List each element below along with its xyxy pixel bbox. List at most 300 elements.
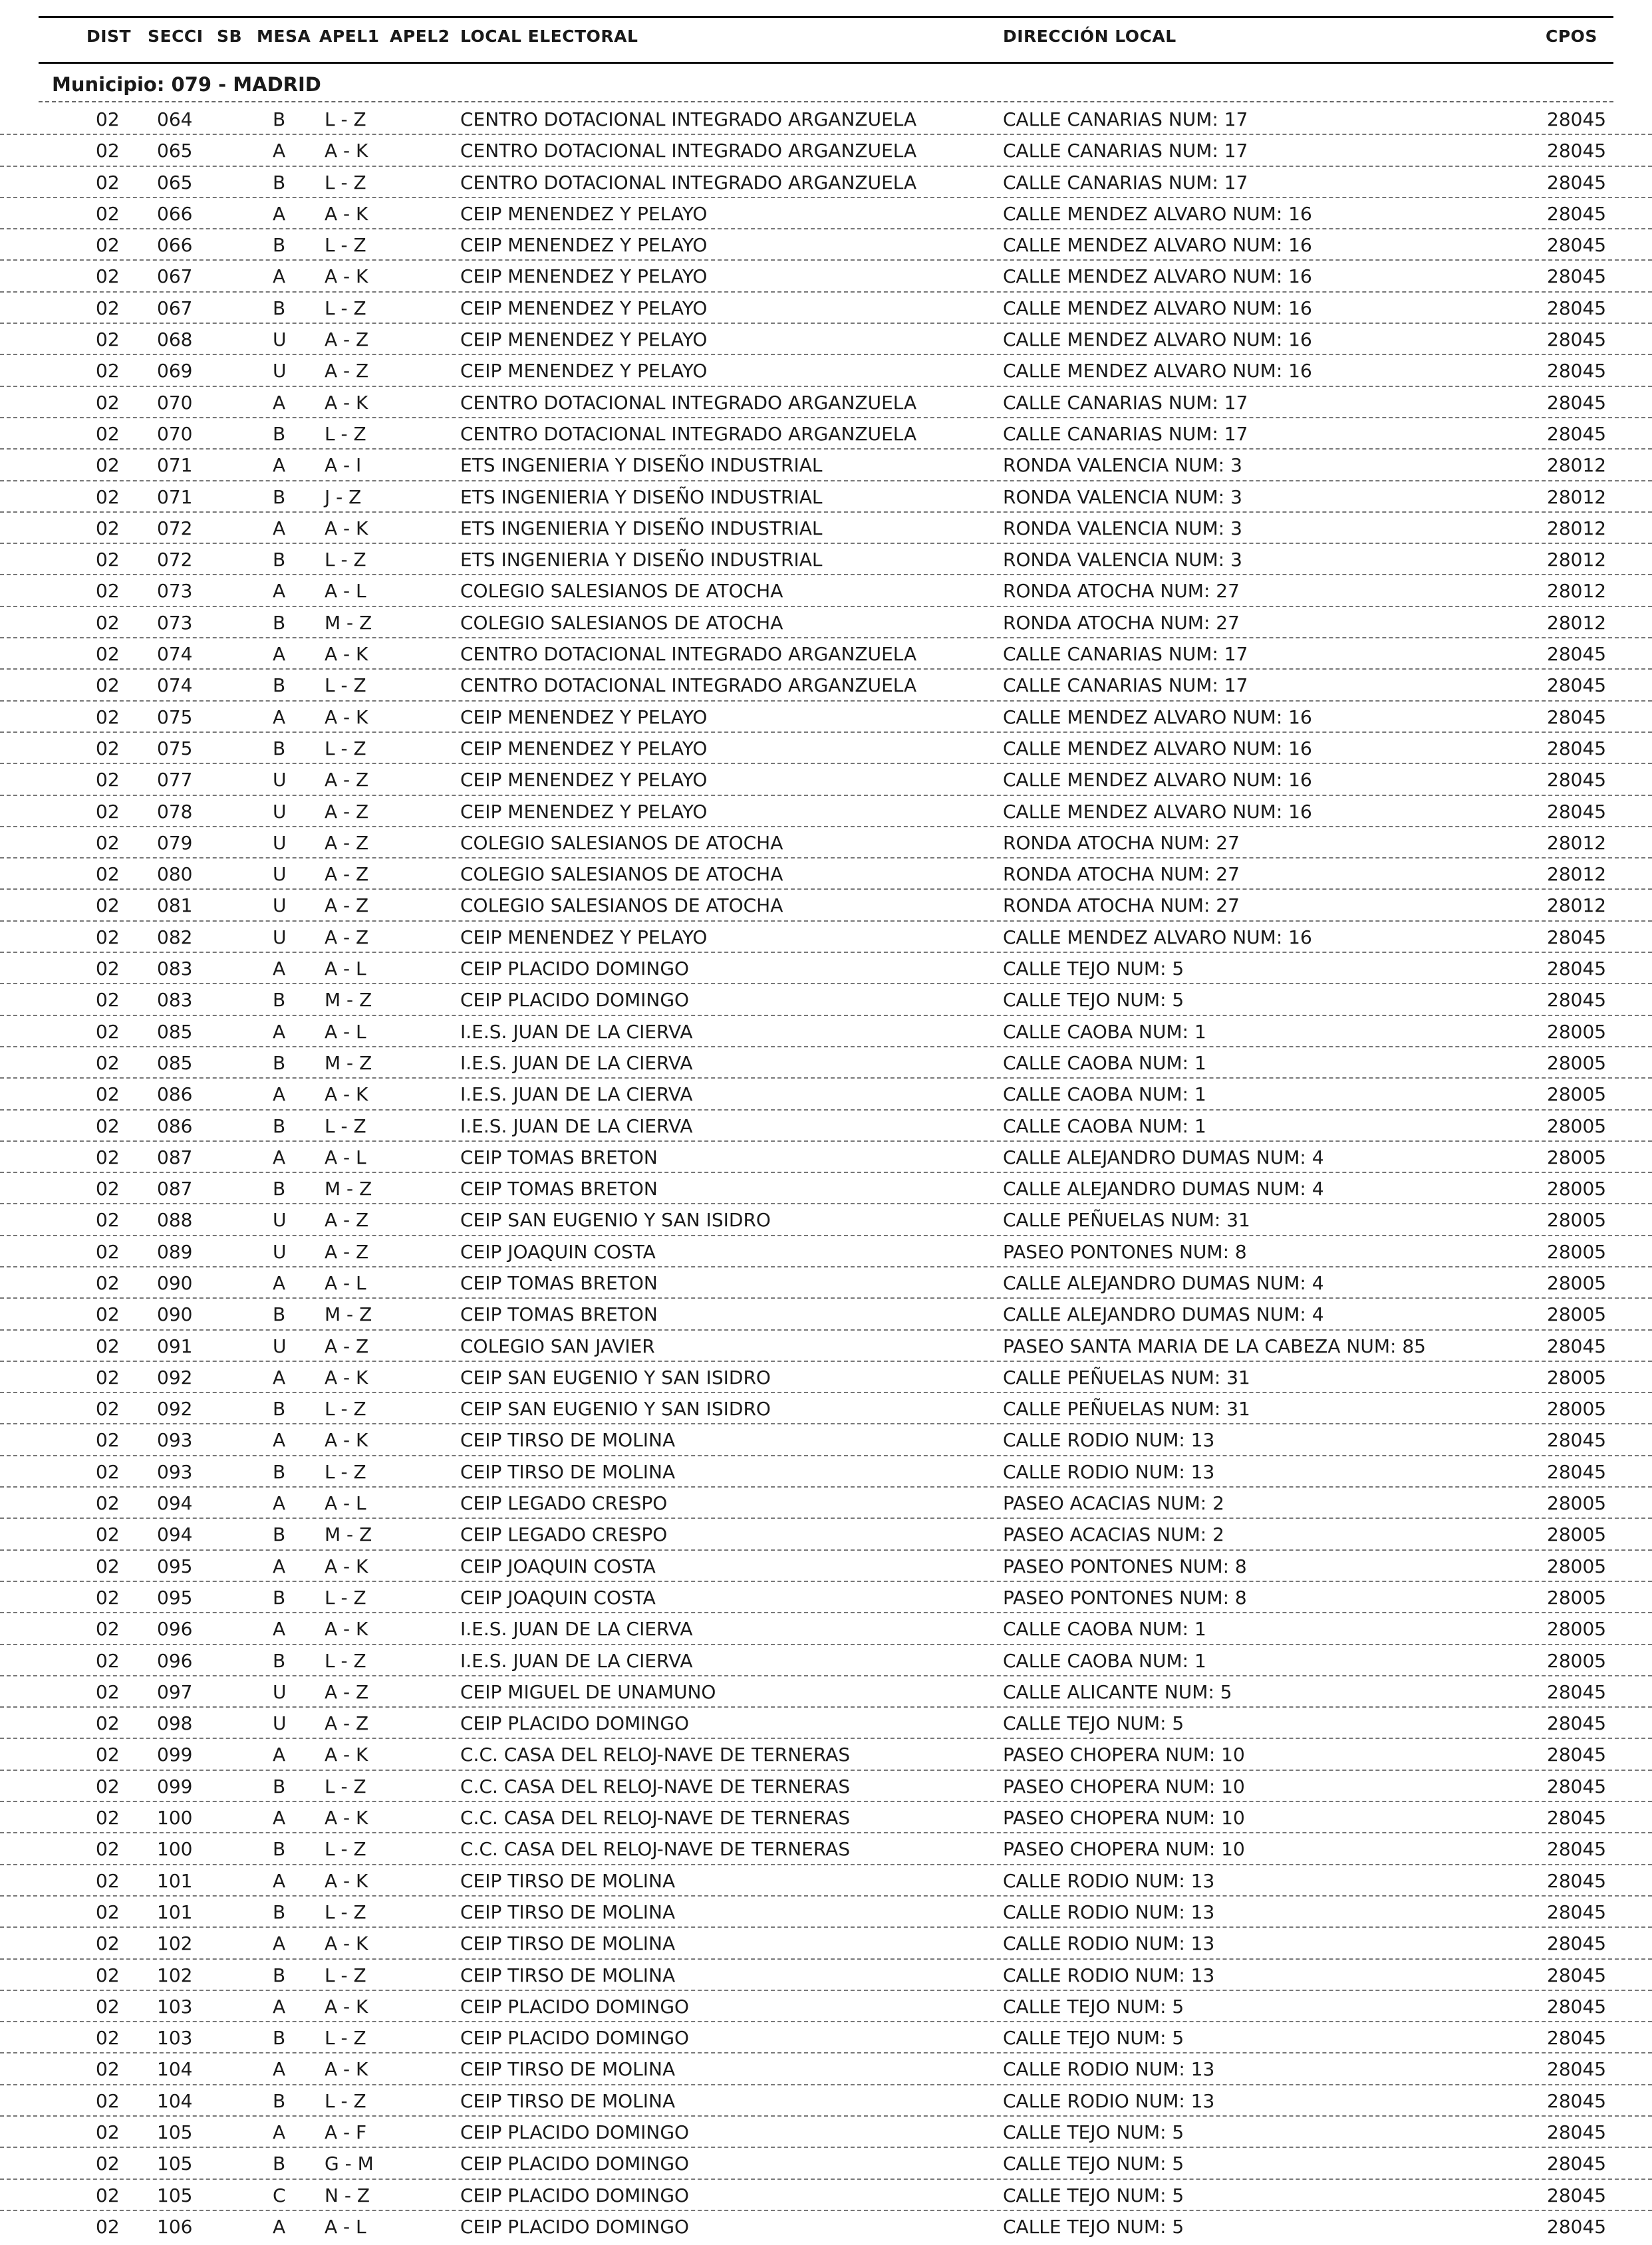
cpos-cell: 28045 (1547, 1680, 1607, 1703)
apel-range-cell: A - K (325, 1555, 368, 1577)
dist-cell: 02 (96, 2121, 120, 2143)
local-electoral-cell: CEIP TIRSO DE MOLINA (460, 1460, 676, 1483)
dist-cell: 02 (96, 1680, 120, 1703)
secci-cell: 074 (157, 643, 193, 666)
apel-range-cell: A - K (325, 140, 368, 162)
direccion-cell: CALLE TEJO NUM: 5 (1003, 989, 1184, 1011)
header-mesa: MESA (257, 27, 311, 46)
secci-cell: 098 (157, 1712, 193, 1735)
apel-range-cell: A - Z (325, 1712, 369, 1735)
cpos-cell: 28045 (1547, 674, 1607, 697)
dist-cell: 02 (96, 2215, 120, 2238)
secci-cell: 099 (157, 1744, 193, 1766)
secci-cell: 066 (157, 234, 193, 257)
mesa-cell: B (273, 1775, 286, 1797)
secci-cell: 097 (157, 1680, 193, 1703)
apel-range-cell: L - Z (325, 108, 366, 130)
local-electoral-cell: COLEGIO SALESIANOS DE ATOCHA (460, 863, 783, 886)
apel-range-cell: A - K (325, 1807, 368, 1829)
secci-cell: 101 (157, 1869, 193, 1892)
table-row (0, 135, 1652, 166)
direccion-cell: RONDA ATOCHA NUM: 27 (1003, 580, 1240, 602)
direccion-cell: CALLE CANARIAS NUM: 17 (1003, 391, 1248, 414)
dist-cell: 02 (96, 2089, 120, 2112)
mesa-cell: A (273, 1807, 286, 1829)
table-row (0, 1079, 1652, 1110)
mesa-cell: B (273, 2153, 286, 2175)
apel-range-cell: A - K (325, 1429, 368, 1452)
apel-range-cell: L - Z (325, 737, 366, 759)
direccion-cell: CALLE MENDEZ ALVARO NUM: 16 (1003, 329, 1312, 351)
cpos-cell: 28045 (1547, 329, 1607, 351)
apel-range-cell: A - L (325, 580, 366, 602)
apel-range-cell: A - L (325, 1146, 366, 1168)
cpos-cell: 28045 (1547, 1460, 1607, 1483)
secci-cell: 105 (157, 2153, 193, 2175)
local-electoral-cell: C.C. CASA DEL RELOJ-NAVE DE TERNERAS (460, 1775, 851, 1797)
apel-range-cell: L - Z (325, 422, 366, 445)
apel-range-cell: A - K (325, 517, 368, 539)
apel-range-cell: A - Z (325, 360, 369, 382)
secci-cell: 073 (157, 580, 193, 602)
local-electoral-cell: CEIP PLACIDO DOMINGO (460, 2215, 690, 2238)
dist-cell: 02 (96, 737, 120, 759)
direccion-cell: CALLE ALEJANDRO DUMAS NUM: 4 (1003, 1303, 1324, 1326)
local-electoral-cell: C.C. CASA DEL RELOJ-NAVE DE TERNERAS (460, 1807, 851, 1829)
cpos-cell: 28045 (1547, 2121, 1607, 2143)
dist-cell: 02 (96, 1869, 120, 1892)
apel-range-cell: A - K (325, 2058, 368, 2081)
table-row (0, 198, 1652, 229)
mesa-cell: A (273, 1271, 286, 1294)
mesa-cell: A (273, 1618, 286, 1641)
dist-cell: 02 (96, 1744, 120, 1766)
local-electoral-cell: CEIP MIGUEL DE UNAMUNO (460, 1680, 716, 1703)
local-electoral-cell: CEIP SAN EUGENIO Y SAN ISIDRO (460, 1209, 771, 1232)
dist-cell: 02 (96, 769, 120, 791)
apel-range-cell: N - Z (325, 2184, 370, 2206)
local-electoral-cell: CEIP TOMAS BRETON (460, 1146, 658, 1168)
mesa-cell: A (273, 140, 286, 162)
cpos-cell: 28045 (1547, 391, 1607, 414)
apel-range-cell: L - Z (325, 1460, 366, 1483)
mesa-cell: U (273, 360, 287, 382)
mesa-cell: A (273, 1555, 286, 1577)
direccion-cell: CALLE RODIO NUM: 13 (1003, 2089, 1215, 2112)
apel-range-cell: A - K (325, 1083, 368, 1106)
dist-cell: 02 (96, 1303, 120, 1326)
local-electoral-cell: CEIP PLACIDO DOMINGO (460, 958, 690, 980)
secci-cell: 072 (157, 517, 193, 539)
direccion-cell: CALLE CANARIAS NUM: 17 (1003, 422, 1248, 445)
local-electoral-cell: CEIP TOMAS BRETON (460, 1303, 658, 1326)
cpos-cell: 28045 (1547, 1964, 1607, 1986)
mesa-cell: A (273, 1932, 286, 1955)
header-bottom-rule (39, 62, 1613, 64)
mesa-cell: A (273, 1995, 286, 2018)
local-electoral-cell: CEIP LEGADO CRESPO (460, 1523, 668, 1546)
dist-cell: 02 (96, 1555, 120, 1577)
secci-cell: 070 (157, 391, 193, 414)
secci-cell: 093 (157, 1460, 193, 1483)
apel-range-cell: A - Z (325, 1680, 369, 1703)
dist-cell: 02 (96, 1366, 120, 1388)
direccion-cell: CALLE MENDEZ ALVARO NUM: 16 (1003, 202, 1312, 225)
cpos-cell: 28045 (1547, 265, 1607, 288)
direccion-cell: CALLE CAOBA NUM: 1 (1003, 1083, 1206, 1106)
apel-range-cell: A - L (325, 2215, 366, 2238)
table-row (0, 2117, 1652, 2148)
dist-cell: 02 (96, 1523, 120, 1546)
secci-cell: 095 (157, 1586, 193, 1609)
apel-range-cell: A - Z (325, 863, 369, 886)
mesa-cell: U (273, 831, 287, 854)
table-row (0, 261, 1652, 292)
apel-range-cell: A - L (325, 1020, 366, 1043)
dist-cell: 02 (96, 643, 120, 666)
apel-range-cell: L - Z (325, 2027, 366, 2049)
dist-cell: 02 (96, 958, 120, 980)
direccion-cell: CALLE MENDEZ ALVARO NUM: 16 (1003, 800, 1312, 823)
dist-cell: 02 (96, 140, 120, 162)
cpos-cell: 28045 (1547, 1995, 1607, 2018)
mesa-cell: B (273, 1586, 286, 1609)
dist-cell: 02 (96, 674, 120, 697)
direccion-cell: RONDA ATOCHA NUM: 27 (1003, 894, 1240, 917)
dist-cell: 02 (96, 1178, 120, 1200)
mesa-cell: A (273, 1869, 286, 1892)
dist-cell: 02 (96, 1901, 120, 1923)
local-electoral-cell: COLEGIO SALESIANOS DE ATOCHA (460, 831, 783, 854)
apel-range-cell: A - K (325, 265, 368, 288)
table-row (0, 1582, 1652, 1613)
cpos-cell: 28005 (1547, 1303, 1607, 1326)
table-row (0, 1016, 1652, 1047)
secci-cell: 099 (157, 1775, 193, 1797)
cpos-cell: 28045 (1547, 234, 1607, 257)
secci-cell: 066 (157, 202, 193, 225)
secci-cell: 085 (157, 1020, 193, 1043)
dist-cell: 02 (96, 831, 120, 854)
dist-cell: 02 (96, 1932, 120, 1955)
secci-cell: 102 (157, 1964, 193, 1986)
local-electoral-cell: C.C. CASA DEL RELOJ-NAVE DE TERNERAS (460, 1744, 851, 1766)
dist-cell: 02 (96, 391, 120, 414)
mesa-cell: B (273, 1178, 286, 1200)
local-electoral-cell: CEIP MENENDEZ Y PELAYO (460, 737, 708, 759)
mesa-cell: A (273, 202, 286, 225)
table-row (0, 1204, 1652, 1236)
secci-cell: 070 (157, 422, 193, 445)
mesa-cell: B (273, 1901, 286, 1923)
direccion-cell: PASEO ACACIAS NUM: 2 (1003, 1523, 1224, 1546)
cpos-cell: 28045 (1547, 737, 1607, 759)
mesa-cell: B (273, 422, 286, 445)
mesa-cell: B (273, 1523, 286, 1546)
dist-cell: 02 (96, 1586, 120, 1609)
apel-range-cell: L - Z (325, 297, 366, 319)
direccion-cell: PASEO CHOPERA NUM: 10 (1003, 1744, 1245, 1766)
apel-range-cell: L - Z (325, 549, 366, 571)
dist-cell: 02 (96, 1807, 120, 1829)
secci-cell: 103 (157, 1995, 193, 2018)
dist-cell: 02 (96, 2153, 120, 2175)
direccion-cell: CALLE TEJO NUM: 5 (1003, 1995, 1184, 2018)
cpos-cell: 28045 (1547, 926, 1607, 948)
dist-cell: 02 (96, 297, 120, 319)
local-electoral-cell: CEIP JOAQUIN COSTA (460, 1586, 656, 1609)
local-electoral-cell: C.C. CASA DEL RELOJ-NAVE DE TERNERAS (460, 1838, 851, 1861)
apel-range-cell: L - Z (325, 1775, 366, 1797)
direccion-cell: PASEO CHOPERA NUM: 10 (1003, 1807, 1245, 1829)
dist-cell: 02 (96, 1964, 120, 1986)
cpos-cell: 28045 (1547, 108, 1607, 130)
secci-cell: 078 (157, 800, 193, 823)
direccion-cell: PASEO PONTONES NUM: 8 (1003, 1586, 1247, 1609)
local-electoral-cell: CENTRO DOTACIONAL INTEGRADO ARGANZUELA (460, 422, 917, 445)
direccion-cell: RONDA VALENCIA NUM: 3 (1003, 549, 1242, 571)
table-row (0, 167, 1652, 198)
mesa-cell: B (273, 549, 286, 571)
secci-cell: 065 (157, 171, 193, 194)
secci-cell: 086 (157, 1115, 193, 1137)
mesa-cell: B (273, 2089, 286, 2112)
direccion-cell: CALLE MENDEZ ALVARO NUM: 16 (1003, 926, 1312, 948)
cpos-cell: 28045 (1547, 1744, 1607, 1766)
table-row (0, 544, 1652, 575)
mesa-cell: A (273, 1744, 286, 1766)
municipio-heading: Municipio: 079 - MADRID (52, 73, 321, 96)
cpos-cell: 28005 (1547, 1523, 1607, 1546)
table-row (0, 2211, 1652, 2242)
cpos-cell: 28012 (1547, 454, 1607, 477)
table-row (0, 1833, 1652, 1865)
mesa-cell: B (273, 2027, 286, 2049)
table-row (0, 1645, 1652, 1676)
apel-range-cell: L - Z (325, 171, 366, 194)
apel-range-cell: L - Z (325, 1115, 366, 1137)
cpos-cell: 28005 (1547, 1178, 1607, 1200)
mesa-cell: A (273, 391, 286, 414)
mesa-cell: B (273, 1964, 286, 1986)
direccion-cell: CALLE CAOBA NUM: 1 (1003, 1618, 1206, 1641)
local-electoral-cell: CEIP TIRSO DE MOLINA (460, 2089, 676, 2112)
cpos-cell: 28045 (1547, 2089, 1607, 2112)
table-row (0, 418, 1652, 450)
local-electoral-cell: CEIP MENENDEZ Y PELAYO (460, 297, 708, 319)
local-electoral-cell: CEIP PLACIDO DOMINGO (460, 2184, 690, 2206)
table-row (0, 324, 1652, 355)
cpos-cell: 28045 (1547, 297, 1607, 319)
local-electoral-cell: CEIP MENENDEZ Y PELAYO (460, 926, 708, 948)
dist-cell: 02 (96, 1649, 120, 1672)
local-electoral-cell: CEIP TIRSO DE MOLINA (460, 1901, 676, 1923)
dist-cell: 02 (96, 2058, 120, 2081)
direccion-cell: CALLE RODIO NUM: 13 (1003, 1869, 1215, 1892)
cpos-cell: 28045 (1547, 989, 1607, 1011)
apel-range-cell: A - Z (325, 894, 369, 917)
direccion-cell: CALLE CANARIAS NUM: 17 (1003, 108, 1248, 130)
table-row (0, 953, 1652, 984)
table-row (0, 670, 1652, 701)
secci-cell: 086 (157, 1083, 193, 1106)
direccion-cell: CALLE CAOBA NUM: 1 (1003, 1020, 1206, 1043)
mesa-cell: A (273, 1366, 286, 1388)
local-electoral-cell: CENTRO DOTACIONAL INTEGRADO ARGANZUELA (460, 140, 917, 162)
table-row (0, 1142, 1652, 1173)
dist-cell: 02 (96, 580, 120, 602)
mesa-cell: A (273, 265, 286, 288)
local-electoral-cell: CEIP JOAQUIN COSTA (460, 1240, 656, 1263)
local-electoral-cell: CEIP JOAQUIN COSTA (460, 1555, 656, 1577)
secci-cell: 065 (157, 140, 193, 162)
mesa-cell: B (273, 1649, 286, 1672)
cpos-cell: 28005 (1547, 1398, 1607, 1420)
header-apel1: APEL1 (319, 27, 380, 46)
apel-range-cell: A - K (325, 1744, 368, 1766)
apel-range-cell: A - Z (325, 1335, 369, 1357)
table-row (0, 2085, 1652, 2117)
mesa-cell: U (273, 769, 287, 791)
local-electoral-cell: ETS INGENIERIA Y DISEÑO INDUSTRIAL (460, 549, 823, 571)
apel-range-cell: A - F (325, 2121, 367, 2143)
dist-cell: 02 (96, 1083, 120, 1106)
local-electoral-cell: CEIP PLACIDO DOMINGO (460, 1995, 690, 2018)
dist-cell: 02 (96, 1271, 120, 1294)
local-electoral-cell: CEIP MENENDEZ Y PELAYO (460, 234, 708, 257)
apel-range-cell: A - L (325, 1492, 366, 1515)
secci-cell: 092 (157, 1398, 193, 1420)
apel-range-cell: M - Z (325, 989, 372, 1011)
table-row (0, 1739, 1652, 1770)
local-electoral-cell: CEIP LEGADO CRESPO (460, 1492, 668, 1515)
secci-cell: 095 (157, 1555, 193, 1577)
local-electoral-cell: CEIP TOMAS BRETON (460, 1271, 658, 1294)
table-row (0, 890, 1652, 921)
cpos-cell: 28012 (1547, 863, 1607, 886)
local-electoral-cell: COLEGIO SALESIANOS DE ATOCHA (460, 894, 783, 917)
secci-cell: 100 (157, 1838, 193, 1861)
secci-cell: 083 (157, 989, 193, 1011)
direccion-cell: CALLE RODIO NUM: 13 (1003, 1932, 1215, 1955)
mesa-cell: U (273, 1712, 287, 1735)
cpos-cell: 28005 (1547, 1492, 1607, 1515)
local-electoral-cell: CEIP TIRSO DE MOLINA (460, 2058, 676, 2081)
secci-cell: 083 (157, 958, 193, 980)
cpos-cell: 28045 (1547, 2058, 1607, 2081)
direccion-cell: CALLE PEÑUELAS NUM: 31 (1003, 1398, 1250, 1420)
apel-range-cell: A - K (325, 706, 368, 728)
direccion-cell: CALLE TEJO NUM: 5 (1003, 2027, 1184, 2049)
apel-range-cell: M - Z (325, 1051, 372, 1074)
table-row (0, 1897, 1652, 1928)
local-electoral-cell: CEIP TIRSO DE MOLINA (460, 1964, 676, 1986)
cpos-cell: 28045 (1547, 422, 1607, 445)
cpos-cell: 28005 (1547, 1271, 1607, 1294)
direccion-cell: CALLE CAOBA NUM: 1 (1003, 1051, 1206, 1074)
table-row (0, 481, 1652, 513)
apel-range-cell: A - K (325, 1869, 368, 1892)
cpos-cell: 28045 (1547, 1712, 1607, 1735)
apel-range-cell: A - Z (325, 800, 369, 823)
cpos-cell: 28005 (1547, 1051, 1607, 1074)
cpos-cell: 28045 (1547, 643, 1607, 666)
secci-cell: 075 (157, 737, 193, 759)
mesa-cell: B (273, 989, 286, 1011)
local-electoral-cell: CENTRO DOTACIONAL INTEGRADO ARGANZUELA (460, 108, 917, 130)
dist-cell: 02 (96, 234, 120, 257)
dist-cell: 02 (96, 485, 120, 508)
direccion-cell: CALLE MENDEZ ALVARO NUM: 16 (1003, 706, 1312, 728)
cpos-cell: 28012 (1547, 831, 1607, 854)
apel-range-cell: J - Z (325, 485, 362, 508)
table-row (0, 984, 1652, 1015)
direccion-cell: CALLE RODIO NUM: 13 (1003, 1460, 1215, 1483)
local-electoral-cell: CEIP MENENDEZ Y PELAYO (460, 769, 708, 791)
table-row (0, 1676, 1652, 1708)
dist-cell: 02 (96, 360, 120, 382)
direccion-cell: PASEO ACACIAS NUM: 2 (1003, 1492, 1224, 1515)
mesa-cell: U (273, 1335, 287, 1357)
header-cpos: CPOS (1546, 27, 1597, 46)
apel-range-cell: L - Z (325, 234, 366, 257)
mesa-cell: A (273, 958, 286, 980)
cpos-cell: 28012 (1547, 485, 1607, 508)
table-row (0, 575, 1652, 606)
mesa-cell: B (273, 234, 286, 257)
apel-range-cell: A - Z (325, 1209, 369, 1232)
secci-cell: 094 (157, 1523, 193, 1546)
apel-range-cell: A - Z (325, 831, 369, 854)
secci-cell: 090 (157, 1271, 193, 1294)
table-row (0, 764, 1652, 795)
local-electoral-cell: CENTRO DOTACIONAL INTEGRADO ARGANZUELA (460, 171, 917, 194)
secci-cell: 090 (157, 1303, 193, 1326)
direccion-cell: CALLE CANARIAS NUM: 17 (1003, 171, 1248, 194)
direccion-cell: PASEO PONTONES NUM: 8 (1003, 1240, 1247, 1263)
dist-cell: 02 (96, 549, 120, 571)
mesa-cell: A (273, 454, 286, 477)
secci-cell: 071 (157, 485, 193, 508)
cpos-cell: 28045 (1547, 1869, 1607, 1892)
local-electoral-cell: I.E.S. JUAN DE LA CIERVA (460, 1020, 693, 1043)
header-apel2: APEL2 (390, 27, 450, 46)
mesa-cell: B (273, 1398, 286, 1420)
direccion-cell: CALLE ALEJANDRO DUMAS NUM: 4 (1003, 1146, 1324, 1168)
table-row (0, 1424, 1652, 1456)
table-row (0, 1551, 1652, 1582)
table-row (0, 1519, 1652, 1550)
local-electoral-cell: CEIP MENENDEZ Y PELAYO (460, 202, 708, 225)
table-row (0, 1456, 1652, 1488)
direccion-cell: CALLE CANARIAS NUM: 17 (1003, 643, 1248, 666)
cpos-cell: 28045 (1547, 1807, 1607, 1829)
apel-range-cell: L - Z (325, 1586, 366, 1609)
table-row (0, 607, 1652, 638)
dist-cell: 02 (96, 863, 120, 886)
dist-cell: 02 (96, 2184, 120, 2206)
dist-cell: 02 (96, 706, 120, 728)
table-row (0, 2022, 1652, 2053)
direccion-cell: CALLE CAOBA NUM: 1 (1003, 1115, 1206, 1137)
mesa-cell: U (273, 1240, 287, 1263)
table-row (0, 1708, 1652, 1739)
direccion-cell: CALLE RODIO NUM: 13 (1003, 1901, 1215, 1923)
direccion-cell: CALLE ALICANTE NUM: 5 (1003, 1680, 1232, 1703)
secci-cell: 085 (157, 1051, 193, 1074)
mesa-cell: U (273, 329, 287, 351)
secci-cell: 080 (157, 863, 193, 886)
